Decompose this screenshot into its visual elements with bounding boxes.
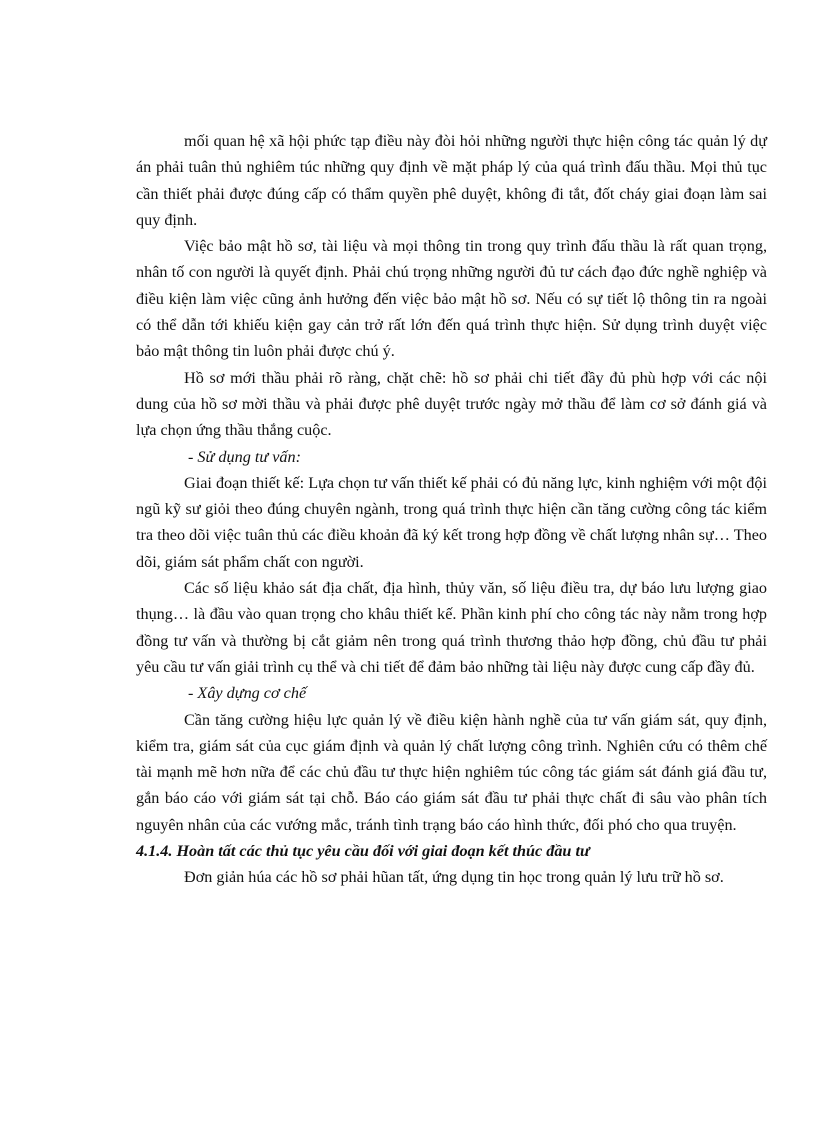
subheading-consulting: - Sử dụng tư vấn:	[188, 447, 301, 466]
paragraph-legal-compliance: mối quan hệ xã hội phức tạp điều này đòi hỏi những người thực hiện công tác quản lý dự án phải tuân thủ nghiêm túc những quy định về mặt pháp lý của quá trình đấu thầu. Mọi thủ tục cần thiết phải được đúng cấp có thẩm quyền phê duyệt, không đi tắt, đốt cháy giai đoạn làm sai quy định.	[136, 132, 767, 229]
subheading-mechanism: - Xây dựng cơ chế	[188, 684, 307, 703]
document-page	[136, 128, 767, 891]
paragraph-design-stage: Giai đoạn thiết kế: Lựa chọn tư vấn thiết kế phải có đủ năng lực, kinh nghiệm với một đội ngũ kỹ sư giỏi theo đúng chuyên ngành, trong quá trình thực hiện cần tăng cường công tác kiểm tra theo dõi việc tuân thủ các điều khoản đã ký kết trong hợp đồng về chất lượng nhân sự… Theo dõi, giám sát phẩm chất con người.	[136, 473, 767, 571]
paragraph-survey-data: Các số liệu khảo sát địa chất, địa hình, thủy văn, số liệu điều tra, dự báo lưu lượng giao thụng… là đầu vào quan trọng cho khâu thiết kế. Phần kinh phí cho công tác này nằm trong hợp đồng tư vấn và thường bị cắt giảm nên trong quá trình thương thảo hợp đồng, chủ đầu tư phải yêu cầu tư vấn giải trình cụ thể và chi tiết để đảm bảo những tài liệu này được cung cấp đầy đủ.	[136, 579, 767, 676]
paragraph-document-security: Việc bảo mật hồ sơ, tài liệu và mọi thông tin trong quy trình đấu thầu là rất quan trọng, nhân tố con người là quyết định. Phải chú trọng những người đủ tư cách đạo đức nghề nghiệp và điều kiện làm việc cũng ảnh hưởng đến việc bảo mật hồ sơ. Nếu có sự tiết lộ thông tin ra ngoài có thể dẫn tới khiếu kiện gay cản trở rất lớn đến quá trình thực hiện. Sử dụng trình duyệt việc bảo mật thông tin luôn phải được chú ý.	[136, 237, 767, 361]
paragraph-bid-dossier: Hồ sơ mới thầu phải rõ ràng, chặt chẽ: hồ sơ phải chi tiết đầy đủ phù hợp với các nội dung của hồ sơ mời thầu và phải được phê duyệt trước ngày mở thầu để làm cơ sở đánh giá và lựa chọn ứng thầu thắng cuộc.	[136, 368, 767, 440]
paragraph-records-simplification: Đơn giản húa các hồ sơ phải hũan tất, ứng dụng tin học trong quản lý lưu trữ hồ sơ.	[184, 868, 724, 887]
paragraph-supervision: Cần tăng cường hiệu lực quản lý về điều kiện hành nghề của tư vấn giám sát, quy định, kiểm tra, giám sát của cục giám định và quản lý chất lượng công trình. Nghiên cứu có thêm chế tài mạnh mẽ hơn nữa để các chủ đầu tư thực hiện nghiêm túc công tác giám sát đánh giá đầu tư, gắn báo cáo với giám sát tại chỗ. Báo cáo giám sát đầu tư phải thực chất đi sâu vào phân tích nguyên nhân của các vướng mắc, tránh tình trạng báo cáo hình thức, đối phó cho qua truyện.	[136, 710, 767, 834]
section-heading-4-1-4: 4.1.4. Hoàn tất các thủ tục yêu cầu đối với giai đoạn kết thúc đầu tư	[136, 842, 590, 861]
